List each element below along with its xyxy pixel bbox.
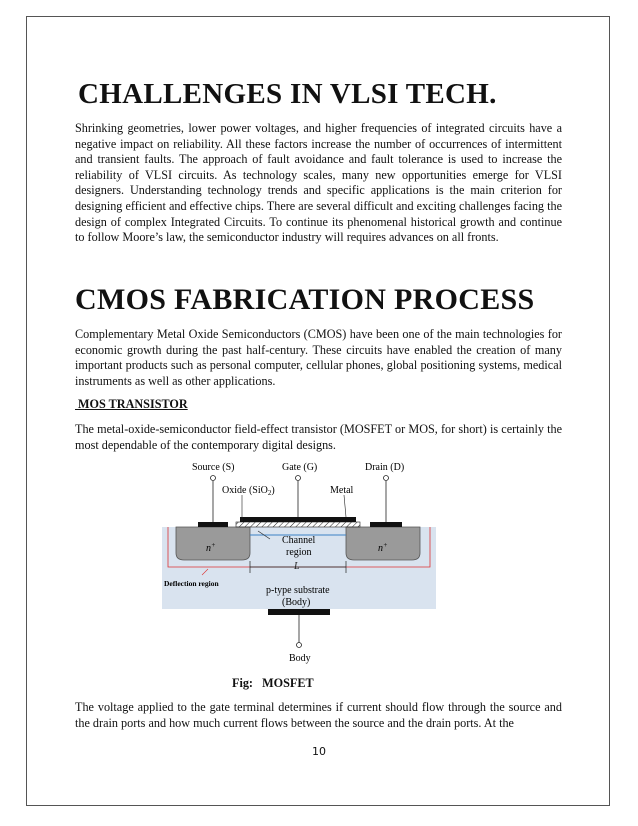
label-oxide: Oxide (SiO$_2$): [222, 485, 275, 497]
figure-caption: Fig: MOSFET: [232, 676, 314, 690]
source-contact: [198, 522, 228, 527]
paragraph-challenges: Shrinking geometries, lower power voltages, and higher frequencies of integrated circuits have a negative impact on reliability. All these factors increase the number of occurrences of intermittent and transient faults. The approach of fault avoidance and fault tolerance is used to increase the reliability of VLSI circuits. As technology scales, many new opportunities emerge for VLSI designers. Understanding technology trends and specific applications is the main criterion for designing efficient and effective chips. There are several difficult and exciting challenges facing the design of complex Integrated Circuits. To continue its phenomenal historical growth and continue to follow Moore’s law, the semiconductor industry will requires advances on all fronts.: [75, 121, 562, 245]
label-substrate: p-type substrate: [266, 585, 330, 596]
drain-terminal: [384, 476, 389, 481]
label-length: L: [294, 561, 300, 572]
label-body-paren: (Body): [282, 597, 311, 608]
label-region: region: [286, 547, 312, 558]
label-metal: Metal: [330, 485, 354, 496]
mosfet-diagram: [158, 455, 440, 665]
source-terminal: [211, 476, 216, 481]
paragraph-cmos: Complementary Metal Oxide Semiconductors (CMOS) have been one of the main technologies for economic growth during the past half-century. These circuits have enabled the creation of many important products such as personal computer, cellular phones, global positioning systems, medical instruments as well as other applications.: [75, 327, 562, 388]
label-source: Source (S): [192, 462, 235, 473]
label-n-plus-left: n+: [206, 541, 216, 554]
label-channel: Channel: [282, 535, 316, 546]
paragraph-mosfet-intro: The metal-oxide-semiconductor field-effect transistor (MOSFET or MOS, for short) is certainly the most dependable of the contemporary digital designs.: [75, 422, 562, 452]
body-contact: [268, 609, 330, 615]
drain-contact: [370, 522, 402, 527]
page-number: 10: [312, 745, 326, 758]
gate-metal: [240, 517, 356, 522]
heading-cmos-fabrication: CMOS FABRICATION PROCESS: [75, 283, 535, 316]
heading-challenges: CHALLENGES IN VLSI TECH.: [78, 78, 497, 110]
subheading-mos-transistor: MOS TRANSISTOR: [75, 397, 188, 411]
label-gate: Gate (G): [282, 462, 318, 473]
label-drain: Drain (D): [365, 462, 405, 473]
label-n-plus-right: n+: [378, 541, 388, 554]
body-terminal: [297, 643, 302, 648]
oxide-layer: [236, 522, 360, 527]
label-deflection: Deflection region: [164, 579, 219, 588]
label-body: Body: [289, 653, 311, 664]
paragraph-gate-voltage: The voltage applied to the gate terminal determines if current should flow through the source and the drain ports and how much current flows between the source and the drain ports. At the: [75, 700, 562, 730]
gate-terminal: [296, 476, 301, 481]
